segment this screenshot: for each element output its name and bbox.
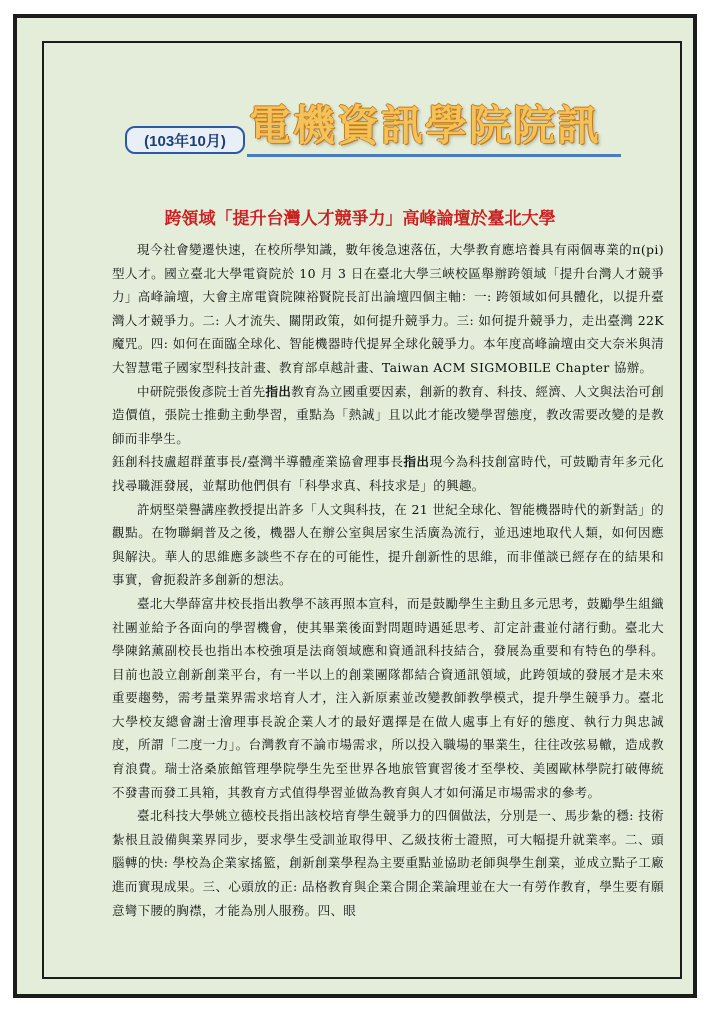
paragraph-2-bold: 指出 xyxy=(265,383,292,399)
paragraph-3 xyxy=(112,450,664,497)
paragraph-4: 許炳堅榮譽講座教授提出許多「人文與科技，在 21 世紀全球化、智能機器時代的新對話」的觀點。在物聯網普及之後，機器人在辦公室與居家生活廣為流行，並迅速地取代人類，如何因應與解決。華人的思維應多談些不存在的可能性，提升創新性的思維，而非僅談已經存在的結果和事實，會扼殺許多創新的想法。 xyxy=(112,501,664,588)
paragraph-6: 臺北科技大學姚立德校長指出該校培育學生競爭力的四個做法，分別是一、馬步紮的穩: 技術紮根且設備與業界同步，要求學生受訓並取得甲、乙級技術士證照，可大幅提升就業率。二、頭腦轉的快: 學校為企業家搖籃，創新創業學程為主要重點並協助老師與學生創業，並成立點子工廠進而實現成果。三、心頭放的正: 品格教育與企業合開企業論理並在大一有勞作教育，學生要有願意彎下腰的胸襟，才能為別人服務。四、眼 xyxy=(112,808,664,918)
article-body xyxy=(112,238,664,922)
article-headline: 跨領域「提升台灣人才競爭力」高峰論壇於臺北大學 xyxy=(164,209,556,229)
newsletter-title: 電機資訊學院院訊 xyxy=(249,101,602,150)
paragraph-5: 臺北大學薛富井校長指出教學不該再照本宣科，而是鼓勵學生主動且多元思考，鼓勵學生組織社團並給予各面向的學習機會，使其畢業後面對問題時遇延思考、訂定計畫並付諸行動。臺北大學陳銘薰副校長也指出本校強項是法商領域應和資通訊科技結合，發展為重要和有特色的學科。目前也設立創新創業平台，有一半以上的創業團隊都結合資通訊領域，此跨領域的發展才是未來重要趨勢，需考量業界需求培育人才，注入新原素並改變教師教學模式，提升學生競爭力。臺北大學校友總會謝士澮理事長說企業人才的最好選擇是在做人處事上有好的態度、執行力與忠誠度，所謂「二度一力」。台灣教育不論市場需求，所以投入職場的畢業生，往往改弦易轍，造成教育浪費。瑞士洛桑旅館管理學院學生先至世界各地旅管實習後才至學校、美國歐林學院打破傳統不發書而發工具箱，其教育方式值得學習並做為教育與人才如何滿足市場需求的參考。 xyxy=(112,595,664,800)
newsletter-header xyxy=(125,98,621,158)
paragraph-2 xyxy=(112,380,664,451)
paragraph-2-text-a: 中研院張俊彥院士首先 xyxy=(137,383,266,399)
paragraph-3-text-a: 鈺創科技盧超群董事長/臺灣半導體產業協會理事長 xyxy=(112,454,404,470)
paragraph-1: 現今社會變遷快速，在校所學知識，數年後急速落伍，大學教育應培養具有兩個專業的π(pi)型人才。國立臺北大學電資院於 10 月 3 日在臺北大學三峽校區舉辦跨領域「提升台灣人才競爭力」高峰論壇，大會主席電資院陳裕賢院長訂出論壇四個主軸：一: 跨領域如何具體化，以提升臺灣人才競爭力。二: 人才流失、關閉政策，如何提升競爭力。三: 如何提升競爭力，走出臺灣 22K 魔咒。四: 如何在面臨全球化、智能機器時代提昇全球化競爭力。本年度高峰論壇由交大奈米與清大智慧電子國家型科技計畫、教育部卓越計畫、Taiwan ACM SIGMOBILE Chapter 協辦。 xyxy=(112,242,664,375)
paragraph-3-bold: 指出 xyxy=(403,454,430,470)
paragraph-3-text-b: 現今為科技創富時代，可鼓勵青年多元化找尋職涯發展，並幫助他們俱有「科學求真、科技求是」的興趣。 xyxy=(112,454,665,493)
paragraph-2-text-b: 教育為立國重要因素，創新的教育、科技、經濟、人文與法治可創造價值，張院士推動主動學習，重點為「熱誠」且以此才能改變學習態度，教改需要改變的是教師而非學生。 xyxy=(112,383,665,446)
issue-date-badge: (103年10月) xyxy=(125,126,245,154)
header-divider xyxy=(247,154,621,157)
